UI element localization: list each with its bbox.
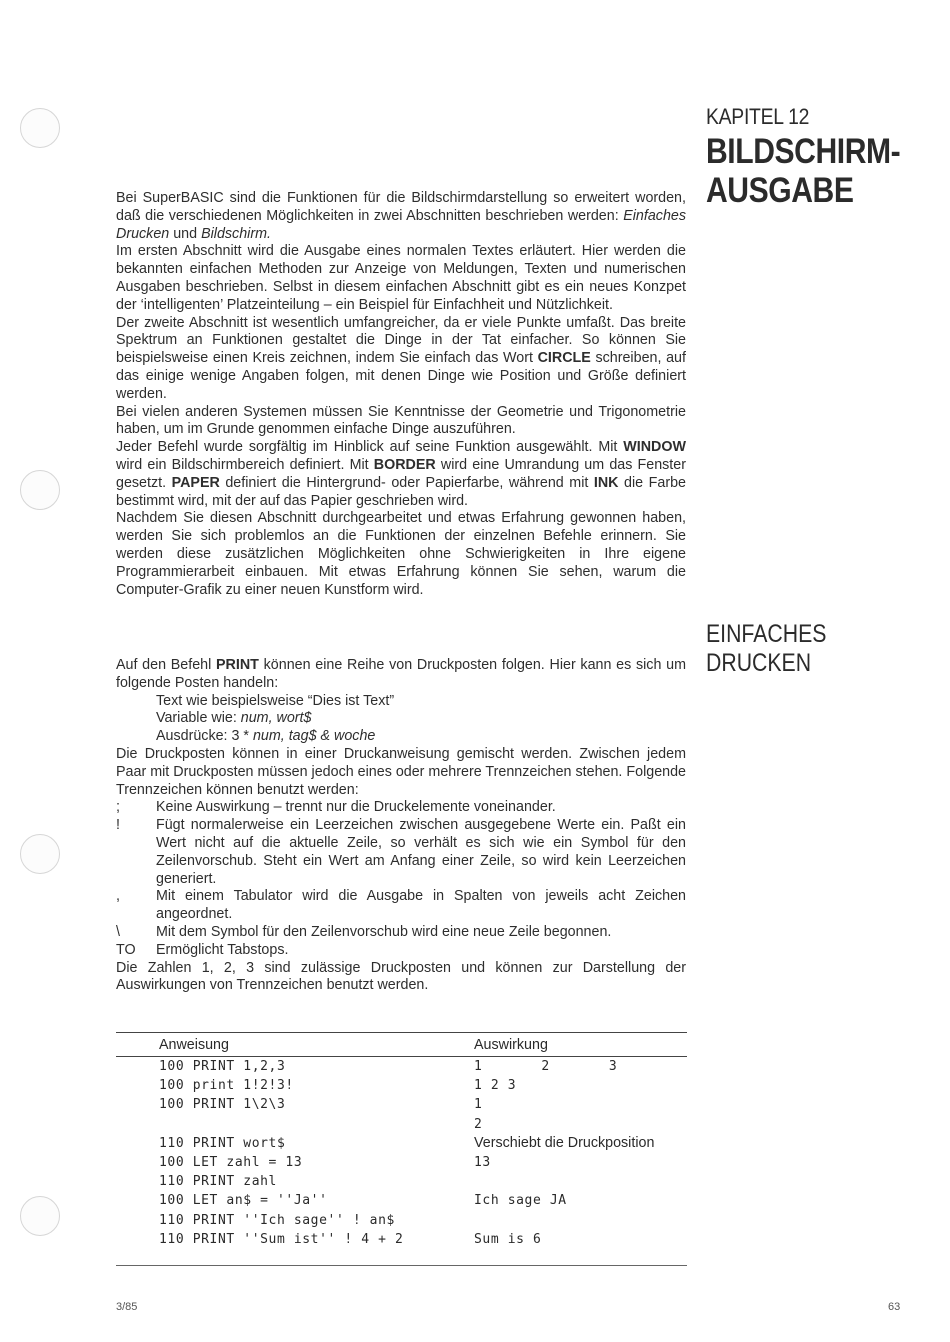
statement-cell [116, 1134, 474, 1153]
paragraph: Die Druckposten können in einer Druckanweisung gemischt werden. Zwischen jedem Paar mit Druckposten müssen jedoch eines oder mehrere Trennzeichen stehen. Folgende Trennzeichen können benutzt werden: [116, 745, 686, 798]
statement-cell [116, 1076, 474, 1095]
separator-item [116, 924, 686, 942]
separator-description: Mit dem Symbol für den Zeilenvorschub wird eine neue Zeile begonnen. [156, 923, 612, 940]
table-row [116, 1134, 687, 1153]
intro-paragraph: Der zweite Abschnitt ist wesentlich umfangreicher, da er viele Punkte umfaßt. Das breite Spektrum an Funktionen gestaltet die Dinge in der Tat einfacher. So können Sie beispielsweise einen Kreis zeichnen, indem Sie einfach das Wort CIRCLE schreiben, auf das einige wenige Angaben folgen, mit denen Dinge wie Position und Größe definiert werden. [116, 314, 686, 402]
effect-line: Ich sage JA [474, 1193, 567, 1209]
effect-cell [474, 1191, 687, 1229]
statement-line: 100 print 1!2!3! [159, 1078, 294, 1094]
footer-date: 3/85 [116, 1301, 138, 1313]
statement-cell [116, 1095, 474, 1133]
table-header-row [116, 1033, 687, 1057]
effect-line: Verschiebt die Druckposition [474, 1134, 655, 1151]
table-row [116, 1191, 687, 1229]
punch-hole [20, 108, 60, 148]
statement-cell [116, 1230, 474, 1249]
statement-line: 110 PRINT ''Ich sage'' ! an$ [159, 1212, 395, 1228]
intro-paragraph: Bei SuperBASIC sind die Funktionen für die Bildschirmdarstellung so erweitert worden, daß die verschiedenen Möglichkeiten in zwei Abschnitten beschrieben werden: Einfaches Drucken und Bildschirm. [116, 190, 686, 242]
separator-symbol: , [116, 888, 120, 905]
separator-list [116, 799, 686, 959]
section-einfaches-drucken [116, 657, 686, 995]
effect-cell [474, 1230, 687, 1249]
print-items-list [116, 693, 686, 746]
effect-line: Sum is 6 [474, 1231, 542, 1247]
statement-line: 110 PRINT wort$ [159, 1135, 286, 1151]
intro-paragraph: Bei vielen anderen Systemen müssen Sie Kenntnisse der Geometrie und Trigonometrie haben, um im Grunde genommen einfache Dinge auszuführen. [116, 403, 686, 438]
table-row [116, 1153, 687, 1191]
punch-hole [20, 1196, 60, 1236]
page-number: 63 [888, 1301, 901, 1313]
separator-description: Keine Auswirkung – trennt nur die Druckelemente voneinander. [156, 799, 556, 816]
example-table [116, 1032, 687, 1249]
effect-line: 1 2 3 [474, 1078, 517, 1094]
statement-line: 100 PRINT 1,2,3 [159, 1059, 286, 1074]
table-row [116, 1230, 687, 1249]
intro-paragraph: Im ersten Abschnitt wird die Ausgabe eines normalen Textes erläutert. Hier werden die bekannten einfachen Methoden zur Anzeige von Meldungen, Texten und numerischen Ausgaben beschrieben. Selbst in diesem einfachen Abschnitt gibt es ein neues Konzpet der ‘intelligenten’ Platzeinteilung – ein Beispiel für Einfachheit und Nützlichkeit. [116, 243, 686, 313]
intro-text [116, 190, 686, 599]
section-title-line1: EINFACHES [706, 620, 827, 648]
effect-cell [474, 1095, 687, 1133]
effect-line: 1 2 3 [474, 1059, 618, 1074]
separator-item [116, 799, 686, 817]
separator-description: Ermöglicht Tabstops. [156, 941, 289, 958]
column-header-anweisung: Anweisung [116, 1033, 474, 1057]
separator-item [116, 942, 686, 960]
punch-hole [20, 470, 60, 510]
paragraph: Auf den Befehl PRINT können eine Reihe von Druckposten folgen. Hier kann es sich um folgende Posten handeln: [116, 657, 686, 691]
statement-cell [116, 1153, 474, 1191]
print-item: Variable wie: num, wort$ [156, 710, 312, 727]
statement-line: 110 PRINT zahl [159, 1174, 277, 1190]
statement-line: 100 LET zahl = 13 [159, 1155, 303, 1171]
statement-cell [116, 1191, 474, 1229]
effect-line: 1 [474, 1097, 483, 1113]
chapter-title-line1: BILDSCHIRM- [706, 132, 901, 171]
statement-line: 100 LET an$ = ''Ja'' [159, 1193, 328, 1209]
intro-paragraph: Jeder Befehl wurde sorgfältig im Hinblick auf seine Funktion ausgewählt. Mit WINDOW wird ein Bildschirmbereich definiert. Mit BORDER wird eine Umrandung um das Fenster gesetzt. PAPER definiert die Hintergrund- oder Papierfarbe, während mit INK die Farbe bestimmt wird, mit der auf das Papier geschrieben wird. [116, 439, 686, 509]
paragraph: Die Zahlen 1, 2, 3 sind zulässige Druckposten und können zur Darstellung der Auswirkungen von Trennzeichen benutzt werden. [116, 959, 686, 994]
intro-paragraph: Nachdem Sie diesen Abschnitt durchgearbeitet und etwas Erfahrung gewonnen haben, werden Sie sich problemlos an die Funktionen der einzelnen Befehle erinnern. Sie werden diese zusätzlichen Möglichkeiten ohne Schwierigkeiten in Ihre eigene Programmierarbeit einbauen. Mit etwas Erfahrung können Sie sehen, warum die Computer-Grafik zu einer neuen Kunstform wird. [116, 510, 686, 598]
separator-symbol: ; [116, 799, 120, 816]
table-row [116, 1095, 687, 1133]
table-row [116, 1057, 687, 1077]
effect-cell [474, 1134, 687, 1153]
statement-line: 100 PRINT 1\2\3 [159, 1097, 286, 1113]
statement-line: 110 PRINT ''Sum ist'' ! 4 + 2 [159, 1231, 404, 1247]
effect-cell [474, 1153, 687, 1191]
chapter-label: KAPITEL 12 [706, 104, 810, 129]
separator-description: Mit einem Tabulator wird die Ausgabe in Spalten von jeweils acht Zeichen angeordnet. [156, 888, 686, 923]
effect-line: 13 [474, 1155, 491, 1171]
table-row [116, 1076, 687, 1095]
table-bottom-rule [116, 1265, 687, 1266]
separator-description: Fügt normalerweise ein Leerzeichen zwischen ausgegebene Werte ein. Paßt ein Wert nicht auf die aktuelle Zeile, so verhält es sich wie ein Symbol für den Zeilenvorschub. Steht ein Wert am Anfang einer Zeile, so wird kein Leerzeichen generiert. [156, 817, 686, 887]
effect-cell [474, 1057, 687, 1077]
punch-hole [20, 834, 60, 874]
separator-item [116, 817, 686, 888]
effect-line: 2 [474, 1116, 483, 1132]
print-item: Ausdrücke: 3 * num, tag$ & woche [156, 728, 376, 745]
separator-symbol: \ [116, 923, 120, 940]
chapter-title-line2: AUSGABE [706, 171, 854, 210]
statement-cell [116, 1057, 474, 1077]
effect-cell [474, 1076, 687, 1095]
separator-symbol: TO [116, 941, 136, 958]
separator-symbol: ! [116, 817, 120, 834]
separator-item [116, 888, 686, 924]
section-title-line2: DRUCKEN [706, 649, 812, 677]
column-header-auswirkung: Auswirkung [474, 1033, 687, 1057]
print-item: Text wie beispielsweise “Dies ist Text” [156, 692, 395, 709]
